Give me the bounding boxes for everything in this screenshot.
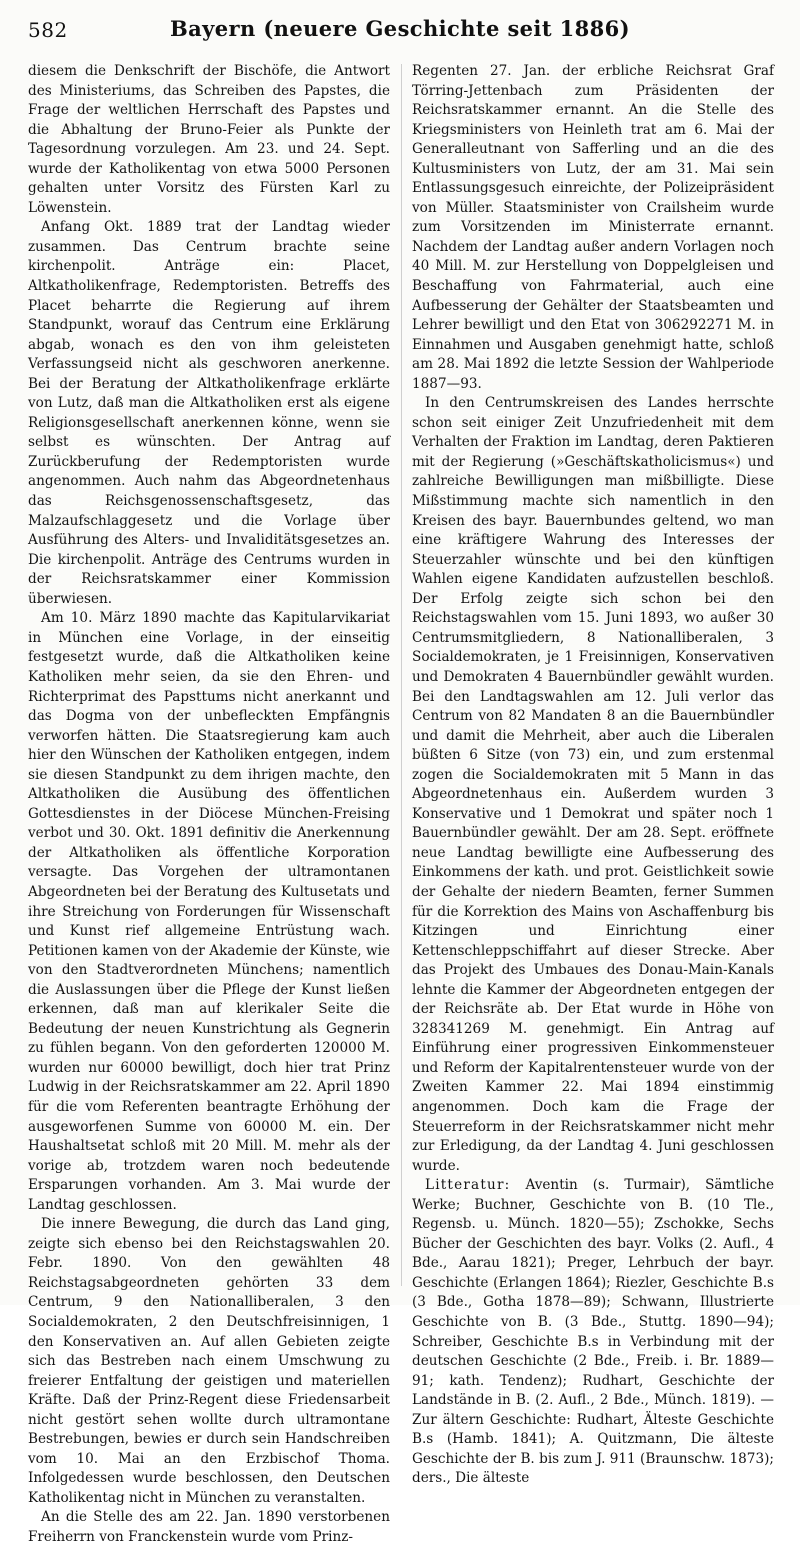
paragraph: In den Centrumskreisen des Landes herrschte schon seit einiger Zeit Unzufriedenheit mit dem Verhalten der Fraktion im Landtag, deren Paktieren mit der Regierung (»Geschäftskatholicismus«) und zahlreiche Bewilligungen man mißbilligte. Diese Mißstimmung machte sich namentlich in den Kreisen des bayr. Bauernbundes geltend, wo man eine kräftigere Wahrung des Interesses der Steuerzahler wünschte und bei den künftigen Wahlen eigene Kandidaten aufzustellen beschloß. Der Erfolg zeigte sich schon bei den Reichstagswahlen vom 15. Juni 1893, wo außer 30 Centrumsmitgliedern, 8 Nationalliberalen, 3 Socialdemokraten, je 1 Freisinnigen, Konservativen und Demokraten 4 Bauernbündler gewählt wurden. Bei den Landtagswahlen am 12. Juli verlor das Centrum von 82 Mandaten 8 an die Bauernbündler und damit die Mehrheit, aber auch die Liberalen büßten 6 Sitze (von 73) ein, und zum erstenmal zogen die Socialdemokraten mit 5 Mann in das Abgeordnetenhaus ein. Außerdem wurden 3 Konservative und 1 Demokrat und später noch 1 Bauernbündler gewählt. Der am 28. Sept. eröffnete neue Landtag bewilligte eine Aufbesserung des Einkommens der kath. und prot. Geistlichkeit sowie der Gehalte der niedern Beamten, ferner Summen für die Korrektion des Mains von Aschaffenburg bis Kitzingen und Einrichtung einer Kettenschleppschiffahrt auf dieser Strecke. Aber das Projekt des Umbaues des Donau-Main-Kanals lehnte die Kammer der Abgeordneten entgegen der der Reichsräte ab. Der Etat wurde in Höhe von 328341269 M. genehmigt. Ein Antrag auf Einführung einer progressiven Einkommensteuer und Reform der Kapitalrentensteuer wurde von der Zweiten Kammer 22. Mai 1894 einstimmig angenommen. Doch kam die Frage der Steuerreform in der Reichsratskammer nicht mehr zur Erledigung, da der Landtag 4. Juni geschlossen wurde.: [412, 395, 774, 1174]
right-column: [412, 62, 774, 1487]
paragraph: diesem die Denkschrift der Bischöfe, die Antwort des Ministeriums, das Schreiben des Papstes, die Frage der weltlichen Herrschaft des Papstes und die Abhaltung der Bruno-Feier als Punkte der Tagesordnung vorzulegen. Am 23. und 24. Sept. wurde der Katholikentag von etwa 5000 Personen gehalten unter Vorsitz des Fürsten Karl zu Löwenstein.: [28, 63, 390, 216]
paragraph: Anfang Okt. 1889 trat der Landtag wieder zusammen. Das Centrum brachte seine kirchenpolit. Anträge ein: Placet, Altkatholikenfrage, Redemptoristen. Betreffs des Placet beharrte die Regierung auf ihrem Standpunkt, worauf das Centrum eine Erklärung abgab, wonach es den von ihm geleisteten Verfassungseid nicht als geschworen anerkenne. Bei der Beratung der Altkatholikenfrage erklärte von Lutz, daß man die Altkatholiken erst als eigene Religionsgesellschaft anerkennen könne, wenn sie selbst es wünschten. Der Antrag auf Zurückberufung der Redemptoristen wurde angenommen. Auch nahm das Abgeordnetenhaus das Reichsgenossenschaftsgesetz, das Malzaufschlaggesetz und die Vorlage über Ausführung des Alters- und Invaliditätsgesetzes an. Die kirchenpolit. Anträge des Centrums wurden in der Reichsratskammer einer Kommission überwiesen.: [28, 219, 390, 607]
left-column: [28, 62, 390, 1546]
paragraph: Regenten 27. Jan. der erbliche Reichsrat Graf Törring-Jettenbach zum Präsidenten der Reichsratskammer ernannt. An die Stelle des Kriegsministers von Heinleth trat am 6. Mai der Generalleutnant von Safferling und an die des Kultusministers von Lutz, der am 31. Mai sein Entlassungsgesuch einreichte, der Polizeipräsident von Müller. Staatsminister von Crailsheim wurde zum Vorsitzenden im Ministerrate ernannt. Nachdem der Landtag außer andern Vorlagen noch 40 Mill. M. zur Herstellung von Doppelgleisen und Beschaffung von Fahrmaterial, auch eine Aufbesserung der Gehälter der Staatsbeamten und Lehrer bewilligt und den Etat von 306292271 M. in Einnahmen und Ausgaben genehmigt hatte, schloß am 28. Mai 1892 die letzte Session der Wahlperiode 1887—93.: [412, 63, 774, 392]
bibliography-paragraph: [412, 1176, 774, 1489]
page-number: 582: [28, 18, 68, 42]
paragraph: An die Stelle des am 22. Jan. 1890 verstorbenen Freiherrn von Franckenstein wurde vom Prinz-: [28, 1509, 390, 1546]
paragraph: Die innere Bewegung, die durch das Land ging, zeigte sich ebenso bei den Reichstagswahlen 20. Febr. 1890. Von den gewählten 48 Reichstagsabgeordneten gehörten 33 dem Centrum, 9 den Nationalliberalen, 3 den Socialdemokraten, 2 den Deutschfreisinnigen, 1 den Konservativen an. Auf allen Gebieten zeigte sich das Bestreben nach einem Umschwung zu freierer Entfaltung der geistigen und materiellen Kräfte. Daß der Prinz-Regent diese Friedensarbeit nicht gestört sehen wollte durch ultramontane Bestrebungen, bewies er durch sein Handschreiben vom 10. Mai an den Erzbischof Thoma. Infolgedessen wurde beschlossen, den Deutschen Katholikentag nicht in München zu veranstalten.: [28, 1216, 390, 1506]
paragraph: Am 10. März 1890 machte das Kapitularvikariat in München eine Vorlage, in der einseitig festgesetzt wurde, daß die Altkatholiken keine Katholiken mehr seien, da sie den Ehren- und Richterprimat des Papsttums nicht anerkannt und das Dogma von der unbefleckten Empfängnis verworfen hätten. Die Staatsregierung kam auch hier den Wünschen der Katholiken entgegen, indem sie diesen Standpunkt zu dem ihrigen machte, den Altkatholiken die Ausübung des öffentlichen Gottesdienstes in der Diöcese München-Freising verbot und 30. Okt. 1891 definitiv die Anerkennung der Altkatholiken als öffentliche Korporation versagte. Das Vorgehen der ultramontanen Abgeordneten bei der Beratung des Kultusetats und ihre Streichung von Forderungen für Wissenschaft und Kunst rief allgemeine Entrüstung wach. Petitionen kamen von der Akademie der Künste, wie von den Stadtverordneten Münchens; namentlich die Auslassungen über die Pflege der Kunst ließen erkennen, daß man auf klerikaler Seite die Bedeutung der neuen Kunstrichtung als Gegnerin zu fühlen begann. Von den geforderten 120000 M. wurden nur 60000 bewilligt, doch hier trat Prinz Ludwig in der Reichsratskammer am 22. April 1890 für die vom Referenten beantragte Erhöhung der ausgeworfenen Summe von 60000 M. ein. Der Haushaltsetat schloß mit 20 Mill. M. mehr als der vorige ab, trotzdem waren noch bedeutende Ersparungen vorhanden. Am 3. Mai wurde der Landtag geschlossen.: [28, 610, 390, 1213]
page-header: [28, 14, 772, 48]
column-divider: [401, 64, 402, 1286]
bibliography-lead: Litteratur:: [425, 1177, 511, 1194]
running-head: Bayern (neuere Geschichte seit 1886): [169, 16, 631, 41]
bibliography-text: Aventin (s. Turmair), Sämtliche Werke; Buchner, Geschichte von B. (10 Tle., Regensb. u. Münch. 1820—55); Zschokke, Sechs Bücher der Geschichten des bayr. Volks (2. Aufl., 4 Bde., Aarau 1821); Preger, Lehrbuch der bayr. Geschichte (Erlangen 1864); Riezler, Geschichte B.s (3 Bde., Gotha 1878—89); Schwann, Illustrierte Geschichte von B. (3 Bde., Stuttg. 1890—94); Schreiber, Geschichte B.s in Verbindung mit der deutschen Geschichte (2 Bde., Freib. i. Br. 1889—91; kath. Tendenz); Rudhart, Geschichte der Landstände in B. (2. Aufl., 2 Bde., Münch. 1819). — Zur ältern Geschichte: Rudhart, Älteste Geschichte B.s (Hamb. 1841); A. Quitzmann, Die älteste Geschichte der B. bis zum J. 911 (Braunschw. 1873); ders., Die älteste: [412, 1177, 774, 1487]
